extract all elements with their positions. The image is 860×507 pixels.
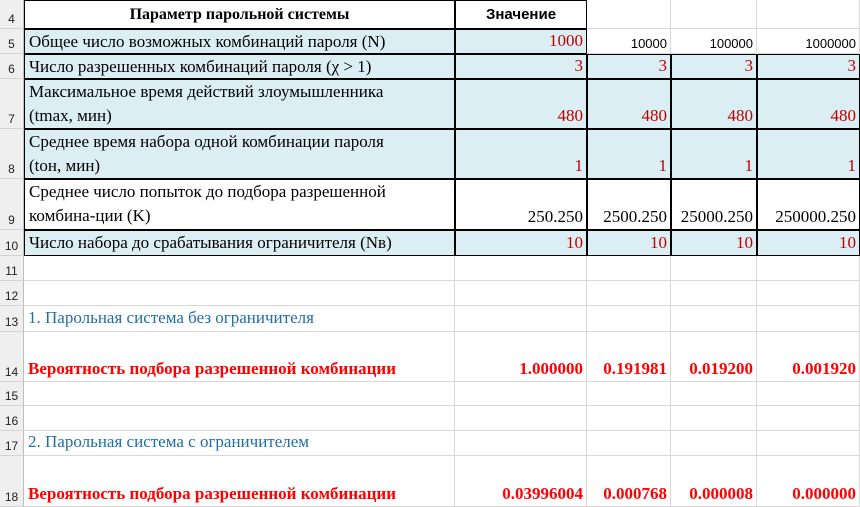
row-8 <box>0 129 860 179</box>
cell[interactable] <box>587 406 671 431</box>
param-label-line1: Среднее число попыток до подбора разрешенной <box>29 182 386 201</box>
cell[interactable] <box>757 256 860 281</box>
value-cell[interactable]: 10 <box>671 230 757 256</box>
cell[interactable] <box>757 0 860 29</box>
cell[interactable] <box>587 0 671 29</box>
value-cell[interactable]: 25000.250 <box>671 179 757 230</box>
probability-value[interactable]: 0.001920 <box>757 332 860 382</box>
probability-value[interactable]: 0.000008 <box>671 456 757 507</box>
section-title-with-limiter[interactable]: 2. Парольная система с ограничителем <box>24 431 455 456</box>
cell[interactable] <box>671 281 757 306</box>
row-header[interactable]: 5 <box>0 29 24 54</box>
value-cell[interactable]: 1 <box>455 129 587 179</box>
param-label-line2: (tmax, мин) <box>29 106 112 125</box>
cell[interactable] <box>455 256 587 281</box>
value-cell[interactable]: 250.250 <box>455 179 587 230</box>
row-5 <box>0 29 860 54</box>
value-cell[interactable]: 1 <box>587 129 671 179</box>
row-4 <box>0 0 860 29</box>
probability-value[interactable]: 0.03996004 <box>455 456 587 507</box>
value-cell[interactable]: 3 <box>587 54 671 79</box>
param-label-line1: Максимальное время действий злоумышленника <box>29 82 384 101</box>
row-header[interactable]: 10 <box>0 230 24 256</box>
cell[interactable] <box>24 382 455 406</box>
cell[interactable] <box>587 382 671 406</box>
value-cell[interactable]: 480 <box>671 79 757 129</box>
row-header[interactable]: 8 <box>0 129 24 179</box>
cell[interactable] <box>757 382 860 406</box>
cell[interactable] <box>757 406 860 431</box>
param-label-line2: комбина-ции (K) <box>29 206 151 225</box>
row-header[interactable]: 11 <box>0 256 24 281</box>
cell[interactable] <box>671 256 757 281</box>
value-cell[interactable]: 3 <box>455 54 587 79</box>
cell[interactable] <box>455 382 587 406</box>
row-header[interactable]: 15 <box>0 382 24 406</box>
header-value[interactable]: Значение <box>455 0 587 29</box>
param-label[interactable]: Число набора до срабатывания ограничителя (Nв) <box>24 230 455 256</box>
row-10 <box>0 230 860 256</box>
row-18 <box>0 456 860 507</box>
cell[interactable] <box>24 281 455 306</box>
header-parameter[interactable]: Параметр парольной системы <box>24 0 455 29</box>
cell[interactable] <box>757 281 860 306</box>
row-13 <box>0 306 860 332</box>
param-label[interactable] <box>24 179 455 230</box>
value-cell[interactable]: 480 <box>587 79 671 129</box>
row-header[interactable]: 16 <box>0 406 24 431</box>
value-cell[interactable]: 10000 <box>587 29 671 54</box>
param-label-line2: (tон, мин) <box>29 156 101 175</box>
cell[interactable] <box>24 406 455 431</box>
row-header[interactable]: 17 <box>0 431 24 456</box>
row-14 <box>0 332 860 382</box>
probability-value[interactable]: 0.000768 <box>587 456 671 507</box>
row-header[interactable]: 4 <box>0 0 24 29</box>
cell[interactable] <box>455 431 587 456</box>
probability-label[interactable]: Вероятность подбора разрешенной комбинации <box>24 456 455 507</box>
row-header[interactable]: 6 <box>0 54 24 79</box>
value-cell[interactable]: 3 <box>757 54 860 79</box>
param-label[interactable] <box>24 129 455 179</box>
value-cell[interactable]: 3 <box>671 54 757 79</box>
row-header[interactable]: 13 <box>0 306 24 332</box>
cell[interactable] <box>455 281 587 306</box>
row-12 <box>0 281 860 306</box>
cell[interactable] <box>757 306 860 332</box>
row-7 <box>0 79 860 129</box>
value-cell[interactable]: 2500.250 <box>587 179 671 230</box>
cell[interactable] <box>671 0 757 29</box>
param-label-line1: Среднее время набора одной комбинации пароля <box>29 132 384 151</box>
row-6 <box>0 54 860 79</box>
cell[interactable] <box>671 382 757 406</box>
cell[interactable] <box>671 431 757 456</box>
cell[interactable] <box>757 431 860 456</box>
row-header[interactable]: 14 <box>0 332 24 382</box>
value-cell[interactable]: 100000 <box>671 29 757 54</box>
cell[interactable] <box>587 256 671 281</box>
probability-value[interactable]: 0.191981 <box>587 332 671 382</box>
cell[interactable] <box>455 406 587 431</box>
row-15 <box>0 382 860 406</box>
cell[interactable] <box>24 256 455 281</box>
probability-value[interactable]: 1.000000 <box>455 332 587 382</box>
section-title-no-limiter[interactable]: 1. Парольная система без ограничителя <box>24 306 455 332</box>
cell[interactable] <box>587 306 671 332</box>
value-cell[interactable]: 480 <box>757 79 860 129</box>
value-cell[interactable]: 10 <box>455 230 587 256</box>
param-label[interactable] <box>24 79 455 129</box>
probability-value[interactable]: 0.019200 <box>671 332 757 382</box>
row-header[interactable]: 12 <box>0 281 24 306</box>
row-header[interactable]: 7 <box>0 79 24 129</box>
row-11 <box>0 256 860 281</box>
value-cell[interactable]: 10 <box>587 230 671 256</box>
row-16 <box>0 406 860 431</box>
value-cell[interactable]: 1 <box>757 129 860 179</box>
row-header[interactable]: 9 <box>0 179 24 230</box>
value-cell[interactable]: 1000000 <box>757 29 860 54</box>
value-cell[interactable]: 1 <box>671 129 757 179</box>
value-cell[interactable]: 480 <box>455 79 587 129</box>
cell[interactable] <box>587 281 671 306</box>
param-label[interactable]: Общее число возможных комбинаций пароля (N) <box>24 29 455 54</box>
value-cell[interactable]: 10 <box>757 230 860 256</box>
value-cell[interactable]: 250000.250 <box>757 179 860 230</box>
cell[interactable] <box>455 306 587 332</box>
param-label[interactable]: Число разрешенных комбинаций пароля (χ > 1) <box>24 54 455 79</box>
row-header[interactable]: 18 <box>0 456 24 507</box>
probability-label[interactable]: Вероятность подбора разрешенной комбинации <box>24 332 455 382</box>
row-17 <box>0 431 860 456</box>
cell[interactable] <box>671 406 757 431</box>
value-cell[interactable]: 1000 <box>455 29 587 54</box>
probability-value[interactable]: 0.000000 <box>757 456 860 507</box>
row-9 <box>0 179 860 230</box>
cell[interactable] <box>587 431 671 456</box>
cell[interactable] <box>671 306 757 332</box>
